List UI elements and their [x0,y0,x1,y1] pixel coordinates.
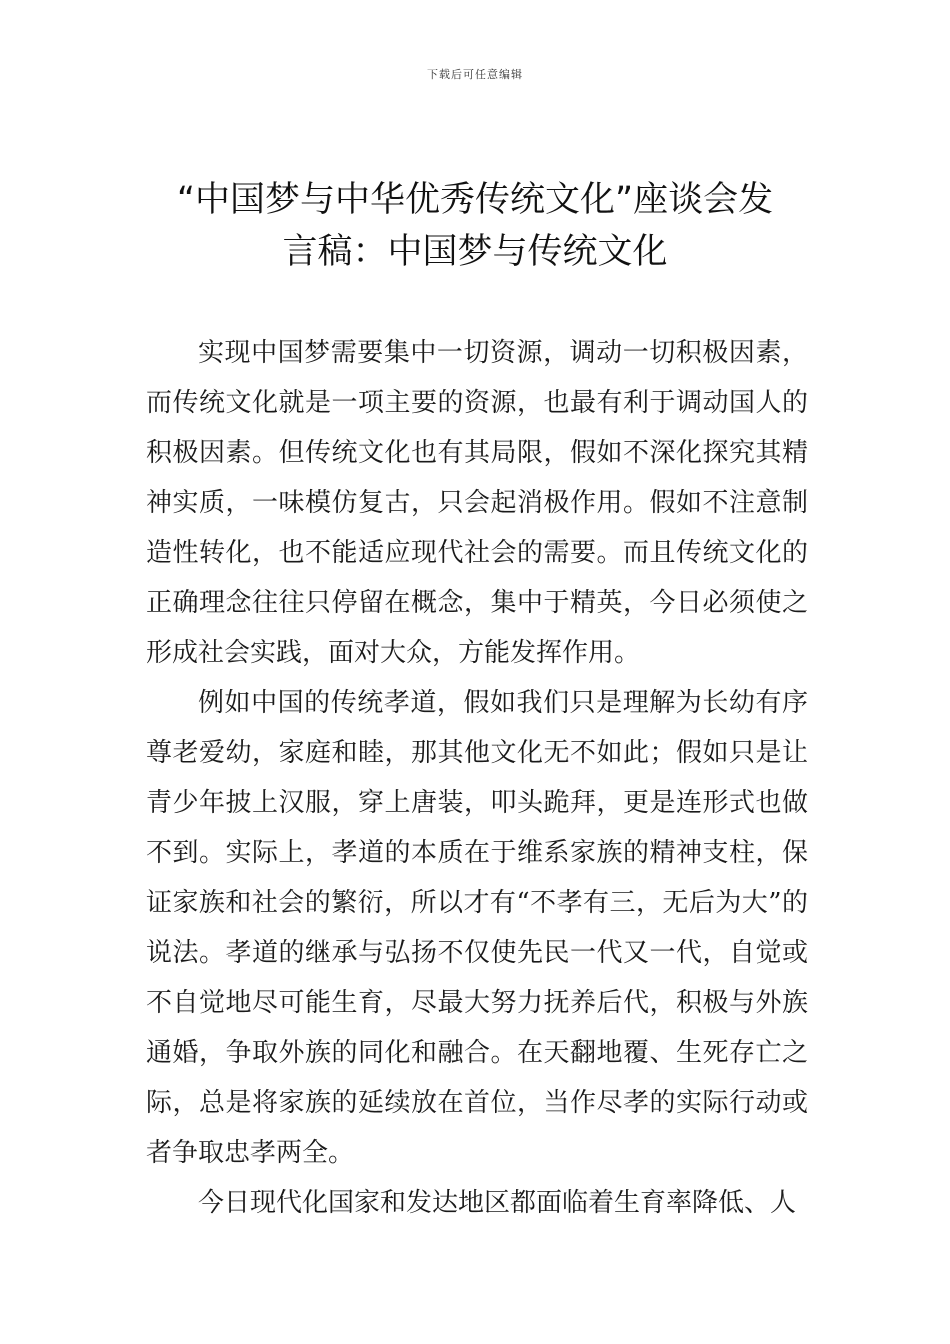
paragraph-1: 实现中国梦需要集中一切资源，调动一切积极因素，而传统文化就是一项主要的资源，也最有利于调动国人的积极因素。但传统文化也有其局限，假如不深化探究其精神实质，一味模仿复古，只会起消极作用。假如不注意制造性转化，也不能适应现代社会的需要。而且传统文化的正确理念往往只停留在概念，集中于精英，今日必须使之形成社会实践，面对大众，方能发挥作用。 [146,338,808,668]
header-note: 下载后可任意编辑 [427,68,523,81]
document-title [140,174,810,278]
paragraph-2: 例如中国的传统孝道，假如我们只是理解为长幼有序尊老爱幼，家庭和睦，那其他文化无不如此；假如只是让青少年披上汉服，穿上唐装，叩头跪拜，更是连形式也做不到。实际上，孝道的本质在于维系家族的精神支柱，保证家族和社会的繁衍，所以才有“不孝有三，无后为大”的说法。孝道的继承与弘扬不仅使先民一代又一代，自觉或不自觉地尽可能生育，尽最大努力抚养后代，积极与外族通婚，争取外族的同化和融合。在天翻地覆、生死存亡之际，总是将家族的延续放在首位，当作尽孝的实际行动或者争取忠孝两全。 [146,688,808,1168]
title-line-2: 言稿：中国梦与传统文化 [282,232,668,272]
document-body [146,328,808,1228]
paragraph-3: 今日现代化国家和发达地区都面临着生育率降低、人 [198,1188,797,1218]
title-line-1: “中国梦与中华优秀传统文化”座谈会发 [176,180,774,220]
